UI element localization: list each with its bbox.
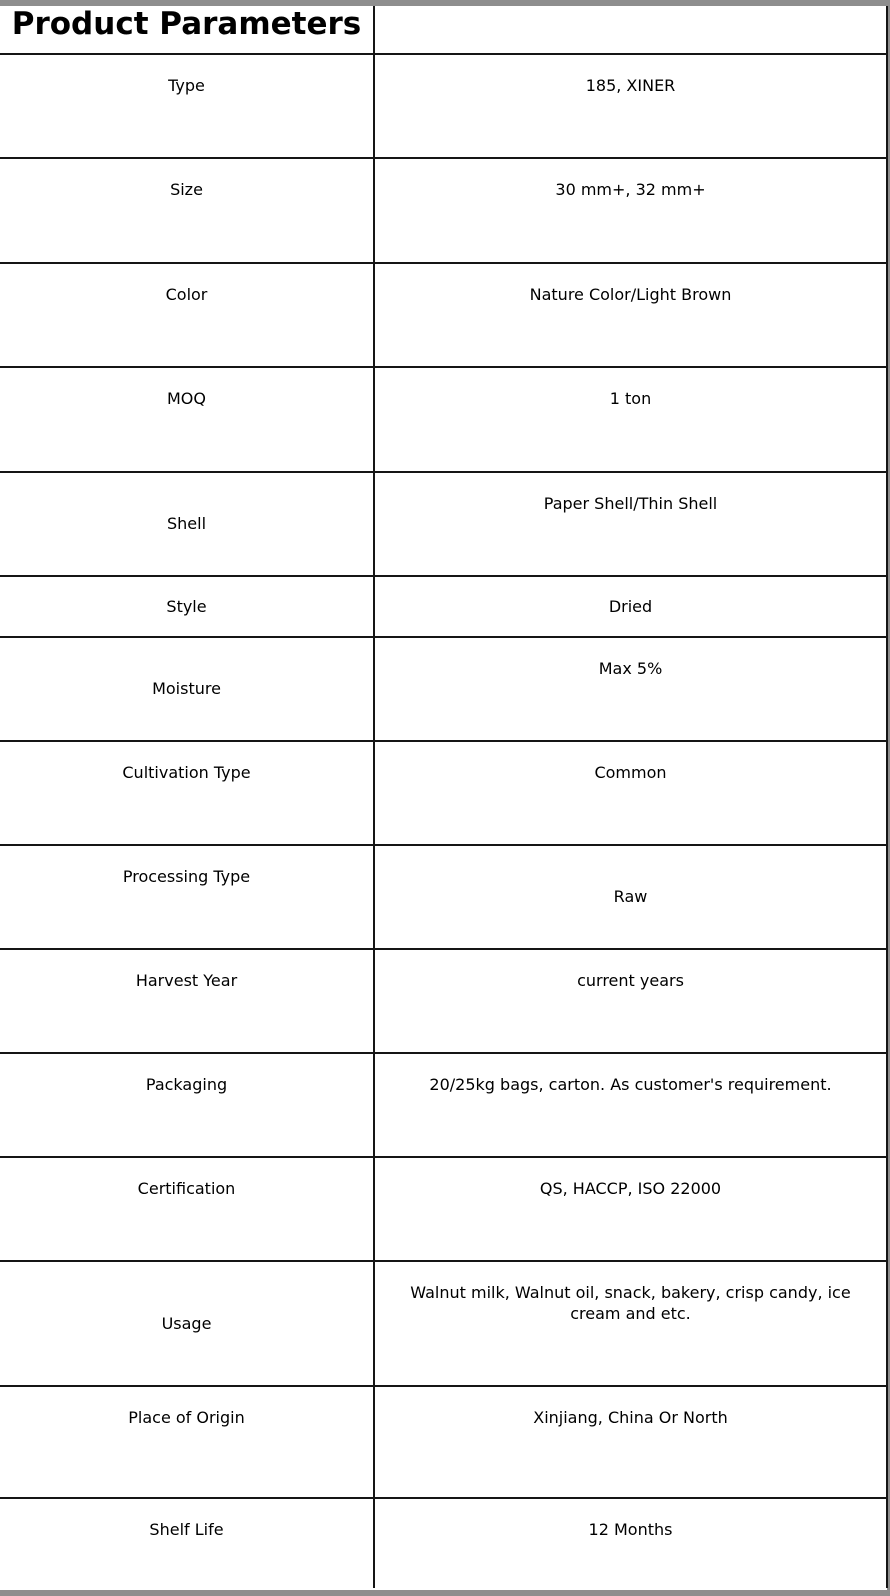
table-row <box>0 637 887 741</box>
table-row <box>0 1261 887 1386</box>
table-row <box>0 949 887 1053</box>
param-label: Size <box>0 158 374 263</box>
table-row <box>0 741 887 845</box>
param-label: Usage <box>0 1261 374 1386</box>
param-value: Paper Shell/Thin Shell <box>374 472 887 576</box>
title-row <box>0 6 887 54</box>
table-row <box>0 1157 887 1261</box>
product-parameters-table <box>0 6 888 1588</box>
param-value: Nature Color/Light Brown <box>374 263 887 367</box>
table-row <box>0 845 887 949</box>
param-label: Shelf Life <box>0 1498 374 1588</box>
table-row <box>0 1053 887 1157</box>
table-row <box>0 158 887 263</box>
table-row <box>0 263 887 367</box>
param-value: QS, HACCP, ISO 22000 <box>374 1157 887 1261</box>
param-label: Moisture <box>0 637 374 741</box>
param-label: MOQ <box>0 367 374 472</box>
param-label: Place of Origin <box>0 1386 374 1498</box>
parameters-page <box>0 6 887 1590</box>
table-row <box>0 1386 887 1498</box>
param-value: 20/25kg bags, carton. As customer's requirement. <box>374 1053 887 1157</box>
title-row-empty-cell <box>374 6 887 54</box>
table-title: Product Parameters <box>0 6 374 54</box>
param-value: Walnut milk, Walnut oil, snack, bakery, crisp candy, ice cream and etc. <box>374 1261 887 1386</box>
table-row <box>0 472 887 576</box>
param-value: current years <box>374 949 887 1053</box>
param-value: Xinjiang, China Or North <box>374 1386 887 1498</box>
param-value: Common <box>374 741 887 845</box>
table-row <box>0 576 887 637</box>
param-value: Raw <box>374 845 887 949</box>
param-label: Packaging <box>0 1053 374 1157</box>
param-label: Cultivation Type <box>0 741 374 845</box>
param-value: Dried <box>374 576 887 637</box>
param-value: 1 ton <box>374 367 887 472</box>
param-label: Style <box>0 576 374 637</box>
table-row <box>0 1498 887 1588</box>
param-value: 185, XINER <box>374 54 887 158</box>
param-label: Shell <box>0 472 374 576</box>
param-value: 30 mm+, 32 mm+ <box>374 158 887 263</box>
param-value: 12 Months <box>374 1498 887 1588</box>
table-row <box>0 367 887 472</box>
param-value: Max 5% <box>374 637 887 741</box>
table-row <box>0 54 887 158</box>
param-label: Processing Type <box>0 845 374 949</box>
param-label: Harvest Year <box>0 949 374 1053</box>
param-label: Type <box>0 54 374 158</box>
param-label: Color <box>0 263 374 367</box>
param-label: Certification <box>0 1157 374 1261</box>
